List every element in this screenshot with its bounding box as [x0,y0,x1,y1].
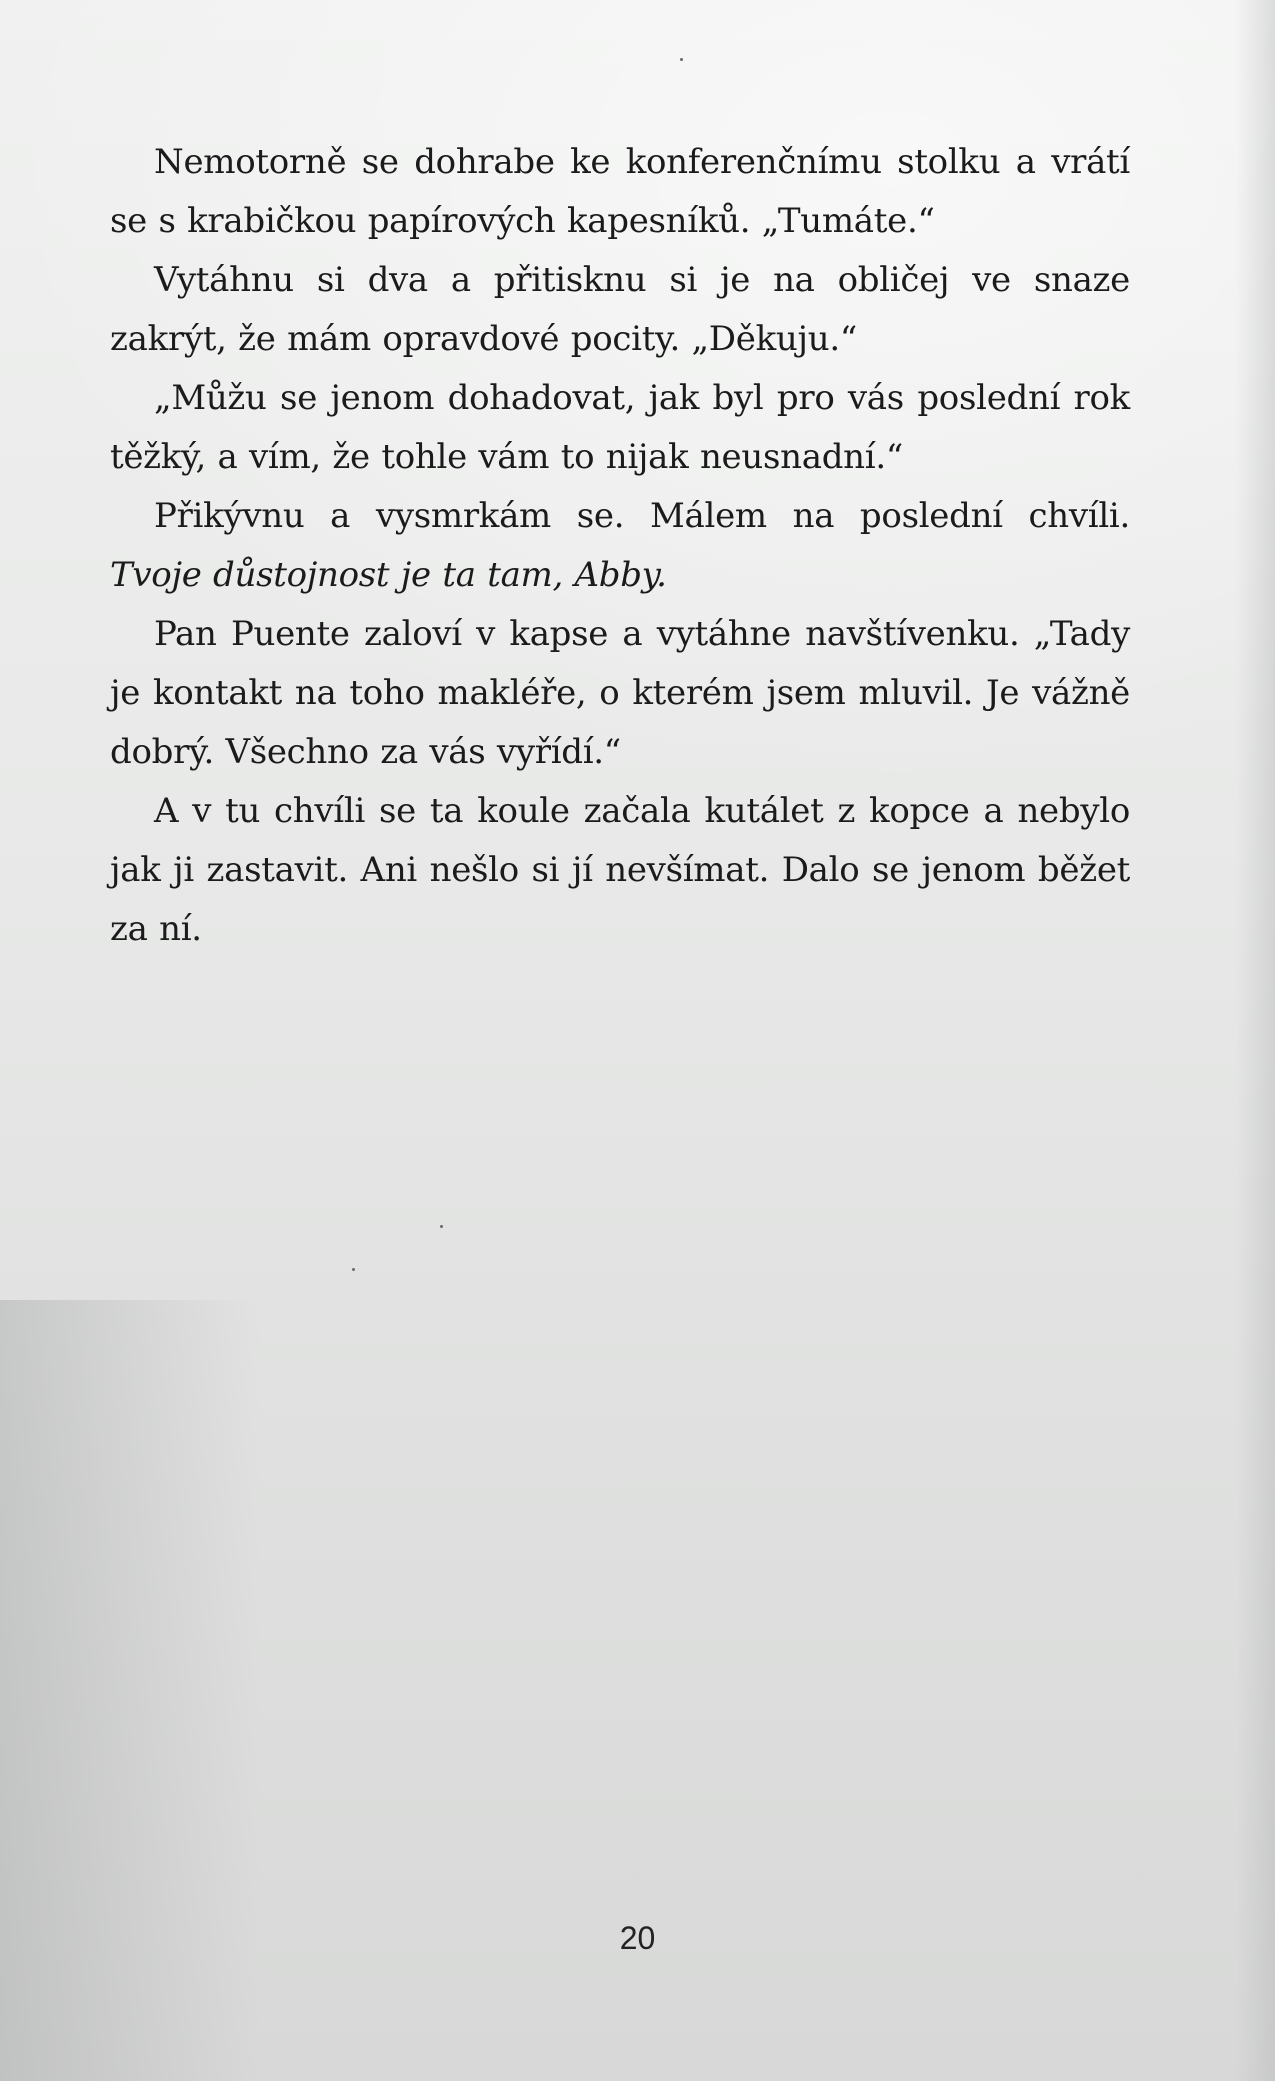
body-text [110,133,1130,959]
paragraph-1-text: Nemotorně se dohrabe ke konferenčnímu stolku a vrátí se s krabičkou papírových kapesníků. „Tumáte.“ [110,142,1130,241]
paragraph-4 [110,487,1130,605]
paragraph-3 [110,369,1130,487]
page-shadow-right [1235,0,1275,2081]
paragraph-3-text: „Můžu se jenom dohadovat, jak byl pro vás poslední rok těžký, a vím, že tohle vám to nijak neusnadní.“ [110,378,1130,477]
paragraph-2-text: Vytáhnu si dva a přitisknu si je na obličej ve snaze zakrýt, že mám opravdové pocity. „Děkuju.“ [110,260,1130,359]
paper-speck [352,1268,355,1271]
paragraph-1 [110,133,1130,251]
paragraph-6-text: A v tu chvíli se ta koule začala kutálet z kopce a nebylo jak ji zastavit. Ani nešlo si jí nevšímat. Dalo se jenom běžet za ní. [110,791,1130,949]
paper-speck [680,58,683,61]
paragraph-4-italic-text: Tvoje důstojnost je ta tam, Abby. [110,555,667,595]
paragraph-4-text: Přikývnu a vysmrkám se. Málem na poslední chvíli. [154,496,1130,536]
paper-speck [440,1225,443,1228]
paragraph-6 [110,782,1130,959]
paragraph-2 [110,251,1130,369]
page-shadow-left [0,1300,260,2081]
paragraph-5 [110,605,1130,782]
paragraph-5-text: Pan Puente zaloví v kapse a vytáhne navštívenku. „Tady je kontakt na toho makléře, o kterém jsem mluvil. Je vážně dobrý. Všechno za vás vyřídí.“ [110,614,1130,772]
page-number: 20 [619,1920,656,1956]
